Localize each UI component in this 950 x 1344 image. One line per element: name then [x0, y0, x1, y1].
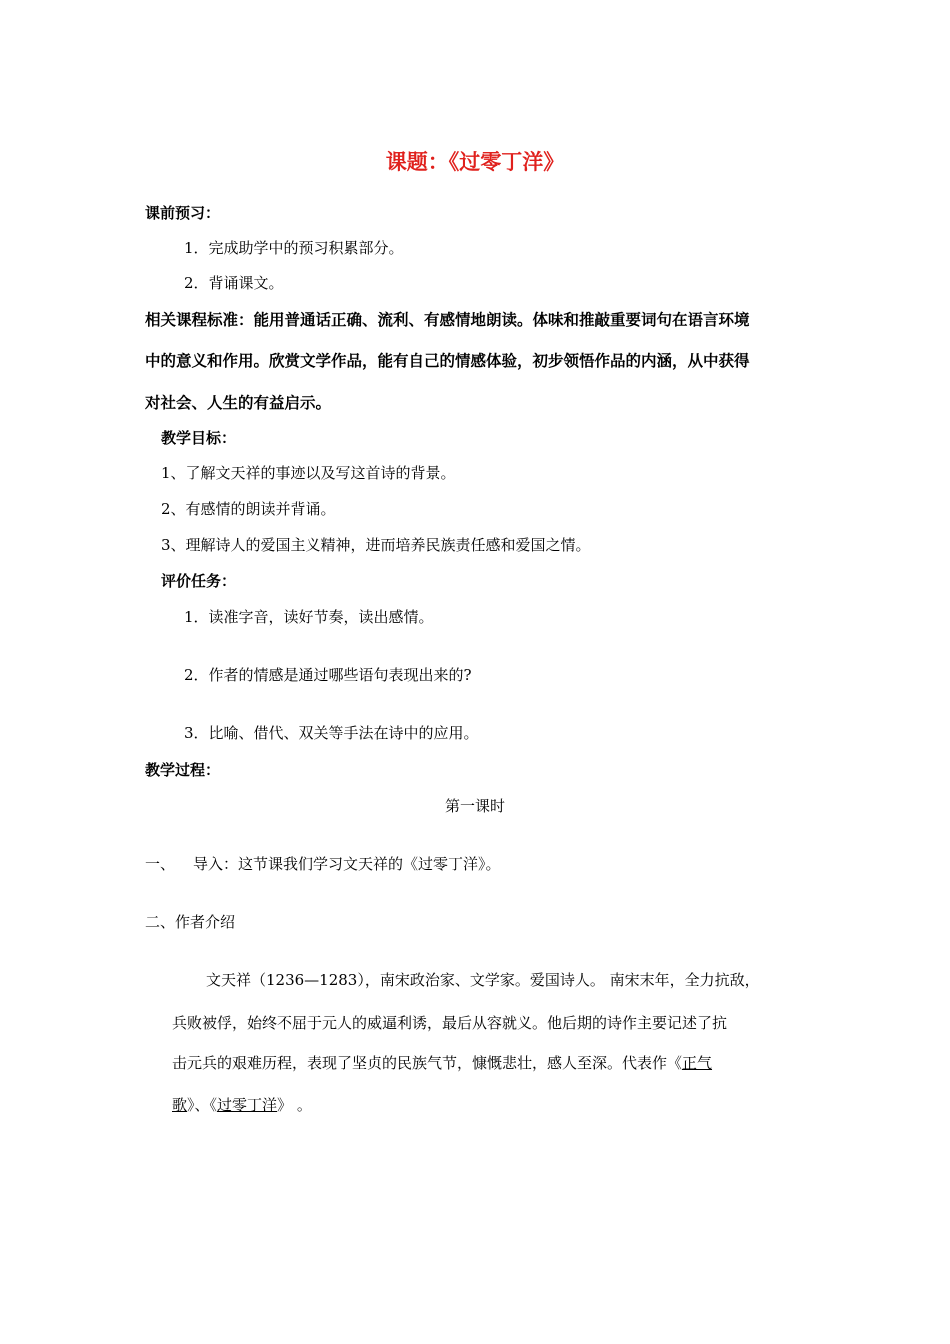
work-link-guolingdingyang[interactable]: 过零丁洋 [217, 1096, 278, 1114]
goal-item: 3、理解诗人的爱国主义精神，进而培养民族责任感和爱国之情。 [161, 536, 591, 554]
standard-line: 中的意义和作用。欣赏文学作品，能有自己的情感体验，初步领悟作品的内涵，从中获得 [145, 352, 750, 370]
standard-line: 对社会、人生的有益启示。 [145, 394, 332, 412]
step2-heading: 二、作者介绍 [145, 913, 236, 931]
process-heading: 教学过程： [145, 761, 221, 779]
document-title: 课题：《过零丁洋》 [385, 150, 565, 174]
preview-heading: 课前预习： [145, 204, 221, 222]
bio-text: 击元兵的艰难历程，表现了坚贞的民族气节，慷慨悲壮，感人至深。代表作《 [172, 1054, 683, 1072]
task-item: 1．读准字音，读好节奏，读出感情。 [184, 608, 434, 626]
task-item: 3．比喻、借代、双关等手法在诗中的应用。 [184, 724, 479, 742]
goal-item: 2、有感情的朗读并背诵。 [161, 500, 336, 518]
goal-item: 1、了解文天祥的事迹以及写这首诗的背景。 [161, 464, 456, 482]
bio-line [172, 1095, 312, 1115]
bio-text: 》 。 [277, 1096, 312, 1114]
bio-line: 兵败被俘，始终不屈于元人的威逼利诱，最后从容就义。他后期的诗作主要记述了抗 [172, 1014, 728, 1032]
lesson-label: 第一课时 [444, 797, 505, 815]
goals-heading: 教学目标： [161, 429, 237, 447]
bio-text: 》、《 [187, 1096, 218, 1114]
work-link-zhengqige[interactable]: 正气 [682, 1054, 713, 1072]
work-link-zhengqige-cont[interactable]: 歌 [172, 1096, 188, 1114]
task-item: 2．作者的情感是通过哪些语句表现出来的? [184, 666, 472, 684]
preview-item: 1．完成助学中的预习积累部分。 [184, 239, 404, 257]
bio-line: 文天祥（1236—1283），南宋政治家、文学家。爱国诗人。 南宋末年，全力抗敌， [206, 971, 760, 989]
preview-item: 2．背诵课文。 [184, 274, 284, 292]
standard-line: 相关课程标准：能用普通话正确、流利、有感情地朗读。体味和推敲重要词句在语言环境 [145, 311, 750, 329]
bio-line [172, 1053, 712, 1073]
tasks-heading: 评价任务： [161, 572, 237, 590]
step1-number: 一、 [145, 855, 176, 873]
step1-text: 导入：这节课我们学习文天祥的《过零丁洋》。 [193, 855, 501, 873]
